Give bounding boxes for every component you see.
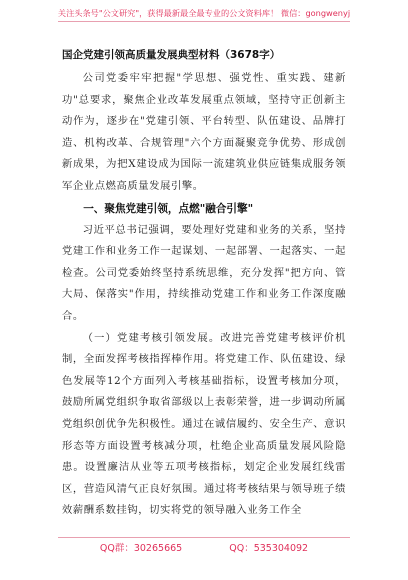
footer-qq-group: QQ群：30265665: [99, 543, 183, 554]
intro-paragraph: 公司党委牢牢把握"学思想、强党性、重实践、建新功"总要求，聚焦企业改革发展重点领域，坚持守正创新主动作为，逐步在"党建引领、平台转型、队伍建设、品牌打造、机构改革、合规管理"六个方面凝聚竞争优势、形成创新成果，为把X建设成为国际一流建筑业供应链集成服务领军企业点燃高质量发展引擎。: [62, 72, 346, 192]
section-paragraph-1: 习近平总书记强调，要处理好党建和业务的关系，坚持党建工作和业务工作一起谋划、一起部署、一起落实、一起检查。公司党委始终坚持系统思维，充分发挥"把方向、管大局、保落实"作用，持续推动党建工作和业务工作深度融合。: [62, 223, 346, 322]
header-divider: [58, 21, 350, 22]
section-heading: 一、聚焦党建引领，点燃"融合引擎": [83, 202, 254, 215]
footer-divider: [58, 537, 350, 538]
footer-contact: [0, 540, 408, 554]
footer-qq: QQ：535304092: [229, 543, 309, 554]
header-banner: 关注头条号"公文研究"，获得最新最全最专业的公文资料库！ 微信：gongwenyj: [57, 8, 351, 18]
document-title: 国企党建引领高质量发展典型材料（3678字）: [62, 49, 281, 61]
document-body: [62, 48, 346, 522]
section-paragraph-2: （一）党建考核引领发展。改进完善党建考核评价机制，全面发挥考核指挥棒作用。将党建工作、队伍建设、绿色发展等12个方面列入考核基础指标，设置考核加分项，鼓励所属党组织争取省部级以上表彰荣誉，进一步调动所属党组织创优争先积极性。通过在诚信履约、安全生产、意识形态等方面设置考核减分项，杜绝企业高质量发展风险隐患。设置廉洁从业等五项考核指标，划定企业发展红线雷区，营造风清气正良好氛围。通过将考核结果与领导班子绩效薪酬系数挂钩，切实将党的领导融入业务工作全: [62, 331, 346, 517]
